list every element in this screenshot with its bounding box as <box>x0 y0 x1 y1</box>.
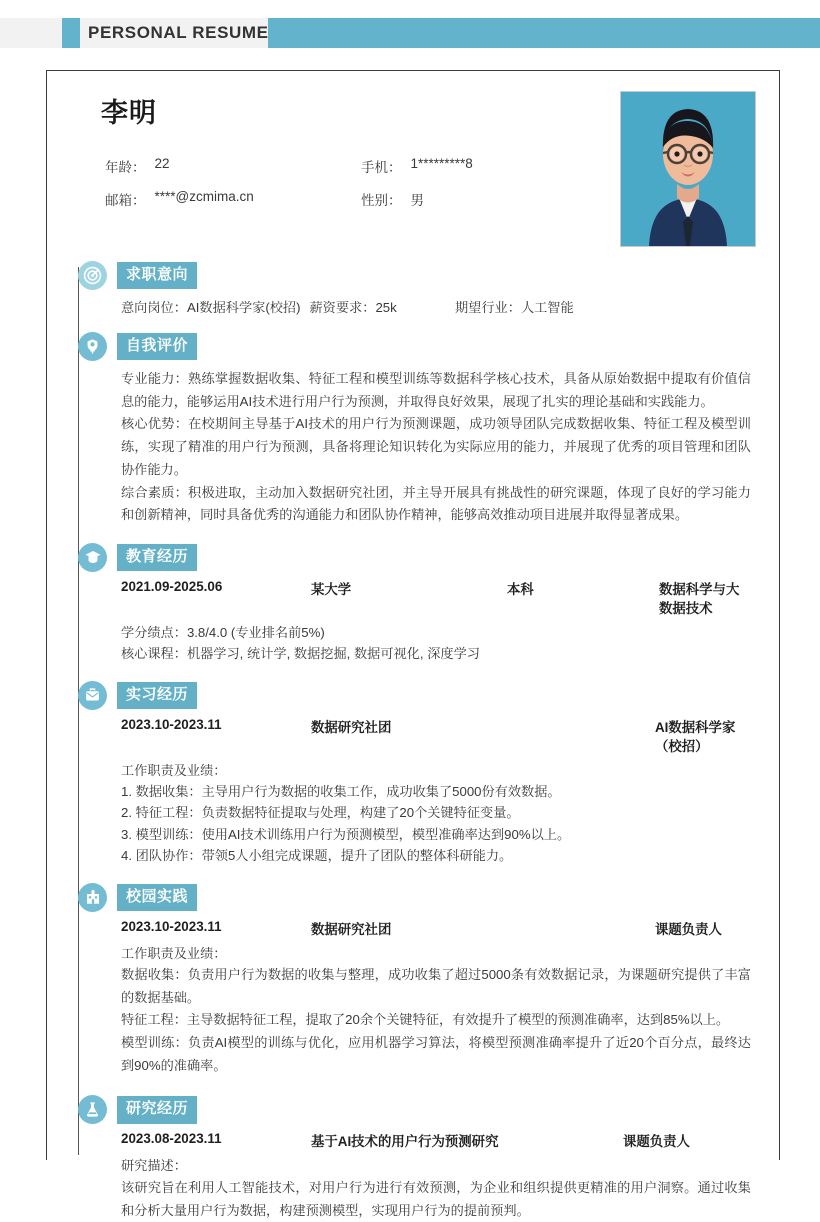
courses-label: 核心课程： <box>121 646 187 662</box>
section-job-intent <box>69 261 757 316</box>
self-paragraph: 综合素质：积极进取，主动加入数据研究社团，并主导开展具有挑战性的研究课题，体现了良好的学习能力和创新精神，同时具备优秀的沟通能力和团队协作精神，能够高效推动项目进展并取得显著成果。 <box>121 484 751 523</box>
section-header <box>69 1095 757 1125</box>
education-date: 2021.09-2025.06 <box>121 578 223 594</box>
campus-role: 课题负责人 <box>655 921 722 937</box>
section-self-evaluation <box>69 332 757 527</box>
research-date: 2023.08-2023.11 <box>121 1131 222 1147</box>
gpa-label: 学分绩点： <box>121 624 187 640</box>
internship-item: 1. 数据收集：主导用户行为数据的收集工作，成功收集了5000份有效数据。 <box>121 784 561 800</box>
gender-label: 性别： <box>361 193 402 208</box>
section-body <box>121 717 757 867</box>
email-field <box>105 189 361 209</box>
campus-duty-title: 工作职责及业绩： <box>121 945 227 961</box>
campus-date: 2023.10-2023.11 <box>121 918 222 934</box>
contact-info <box>105 156 625 209</box>
research-topic: 基于AI技术的用户行为预测研究 <box>311 1134 499 1150</box>
intent-industry <box>455 297 574 316</box>
internship-item: 4. 团队协作：带领5人小组完成课题，提升了团队的整体科研能力。 <box>121 848 513 864</box>
industry-label: 期望行业： <box>455 300 521 315</box>
age-value: 22 <box>154 156 170 171</box>
phone-field <box>361 156 473 176</box>
target-icon <box>78 261 107 290</box>
section-body <box>121 919 757 1078</box>
resume-card <box>46 70 780 1218</box>
salary-label: 薪资要求： <box>309 300 376 315</box>
banner-accent-bar <box>268 18 820 48</box>
graduation-cap-icon <box>78 543 107 572</box>
section-title: 求职意向 <box>117 262 197 289</box>
contact-row <box>105 189 625 209</box>
profile-header <box>69 91 757 261</box>
intent-row <box>121 297 751 316</box>
internship-role: AI数据科学家（校招） <box>655 719 736 754</box>
campus-org: 数据研究社团 <box>311 921 392 937</box>
industry-value: 人工智能 <box>520 300 574 315</box>
education-gpa <box>121 622 751 643</box>
email-label: 邮箱： <box>105 193 146 208</box>
research-desc: 该研究旨在利用人工智能技术，对用户行为进行有效预测，为企业和组织提供更精准的用户洞察。通过收集和分析大量用户行为数据，构建预测模型，实现用户行为的提前预判。 <box>121 1179 751 1218</box>
section-body <box>121 368 757 527</box>
section-header <box>69 543 757 573</box>
gender-field <box>361 189 424 209</box>
internship-duty-title: 工作职责及业绩： <box>121 762 227 778</box>
section-education <box>69 543 757 665</box>
section-header <box>69 332 757 362</box>
section-title: 研究经历 <box>117 1096 197 1123</box>
age-field <box>105 156 361 176</box>
internship-item: 3. 模型训练：使用AI技术训练用户行为预测模型，模型准确率达到90%以上。 <box>121 826 571 842</box>
internship-date: 2023.10-2023.11 <box>121 716 222 732</box>
section-title: 自我评价 <box>117 333 197 360</box>
avatar <box>620 91 756 247</box>
self-paragraph: 专业能力：熟练掌握数据收集、特征工程和模型训练等数据科学核心技术，具备从原始数据中提取有价值信息的能力，能够运用AI技术进行用户行为预测，并取得良好效果，展现了扎实的理论基础和实践能力。 <box>121 371 751 409</box>
section-body <box>121 579 757 665</box>
candidate-name: 李明 <box>101 98 157 128</box>
position-value: AI数据科学家(校招) <box>186 300 301 315</box>
flask-icon <box>78 1095 107 1124</box>
gpa-value: 3.8/4.0 (专业排名前5%) <box>186 624 325 640</box>
gender-value: 男 <box>410 193 424 208</box>
education-degree: 本科 <box>507 581 534 597</box>
section-title: 实习经历 <box>117 682 197 709</box>
page-title: PERSONAL RESUME <box>88 23 269 42</box>
age-label: 年龄： <box>105 160 146 175</box>
research-role: 课题负责人 <box>623 1134 690 1150</box>
research-desc-title: 研究描述： <box>121 1158 187 1174</box>
self-paragraph: 核心优势：在校期间主导基于AI技术的用户行为预测课题，成功领导团队完成数据收集、特征工程及模型训练，实现了精准的用户行为预测，具备将理论知识转化为实际应用的能力，并展现了优秀的项目管理和团队协作能力。 <box>121 416 751 477</box>
section-research <box>69 1095 757 1222</box>
education-courses <box>121 643 751 664</box>
intent-position <box>121 297 455 316</box>
position-label: 意向岗位： <box>121 300 187 315</box>
internship-meta-row <box>121 717 751 755</box>
contact-row <box>105 156 625 176</box>
salary-value: 25k <box>375 300 397 315</box>
phone-value: 1*********8 <box>410 156 473 171</box>
school-building-icon <box>78 883 107 912</box>
section-body <box>121 297 757 316</box>
courses-value: 机器学习, 统计学, 数据挖掘, 数据可视化, 深度学习 <box>186 646 480 662</box>
phone-label: 手机： <box>361 160 402 175</box>
briefcase-icon <box>78 681 107 710</box>
education-meta-row <box>121 579 751 617</box>
section-internship <box>69 681 757 867</box>
campus-item: 数据收集：负责用户行为数据的收集与整理，成功收集了超过5000条有效数据记录，为课题研究提供了丰富的数据基础。 <box>121 966 751 1005</box>
section-header <box>69 681 757 711</box>
banner-accent-block <box>62 18 80 48</box>
campus-item: 模型训练：负责AI模型的训练与优化，应用机器学习算法，将模型预测准确率提升了近20个百分点，最终达到90%的准确率。 <box>121 1035 751 1073</box>
section-header <box>69 883 757 913</box>
section-header <box>69 261 757 291</box>
campus-item: 特征工程：主导数据特征工程，提取了20余个关键特征，有效提升了模型的预测准确率，达到85%以上。 <box>121 1012 730 1028</box>
research-meta-row <box>121 1131 751 1150</box>
medal-icon <box>78 332 107 361</box>
section-title: 校园实践 <box>117 884 197 911</box>
internship-item: 2. 特征工程：负责数据特征提取与处理，构建了20个关键特征变量。 <box>121 805 520 821</box>
campus-meta-row <box>121 919 751 938</box>
education-major: 数据科学与大数据技术 <box>659 581 740 616</box>
page-banner <box>0 0 820 52</box>
portrait-photo <box>621 92 755 246</box>
email-value: ****@zcmima.cn <box>154 189 254 204</box>
education-school: 某大学 <box>311 581 352 597</box>
internship-org: 数据研究社团 <box>311 719 392 735</box>
section-campus-practice <box>69 883 757 1078</box>
section-title: 教育经历 <box>117 544 197 571</box>
section-body <box>121 1131 757 1222</box>
